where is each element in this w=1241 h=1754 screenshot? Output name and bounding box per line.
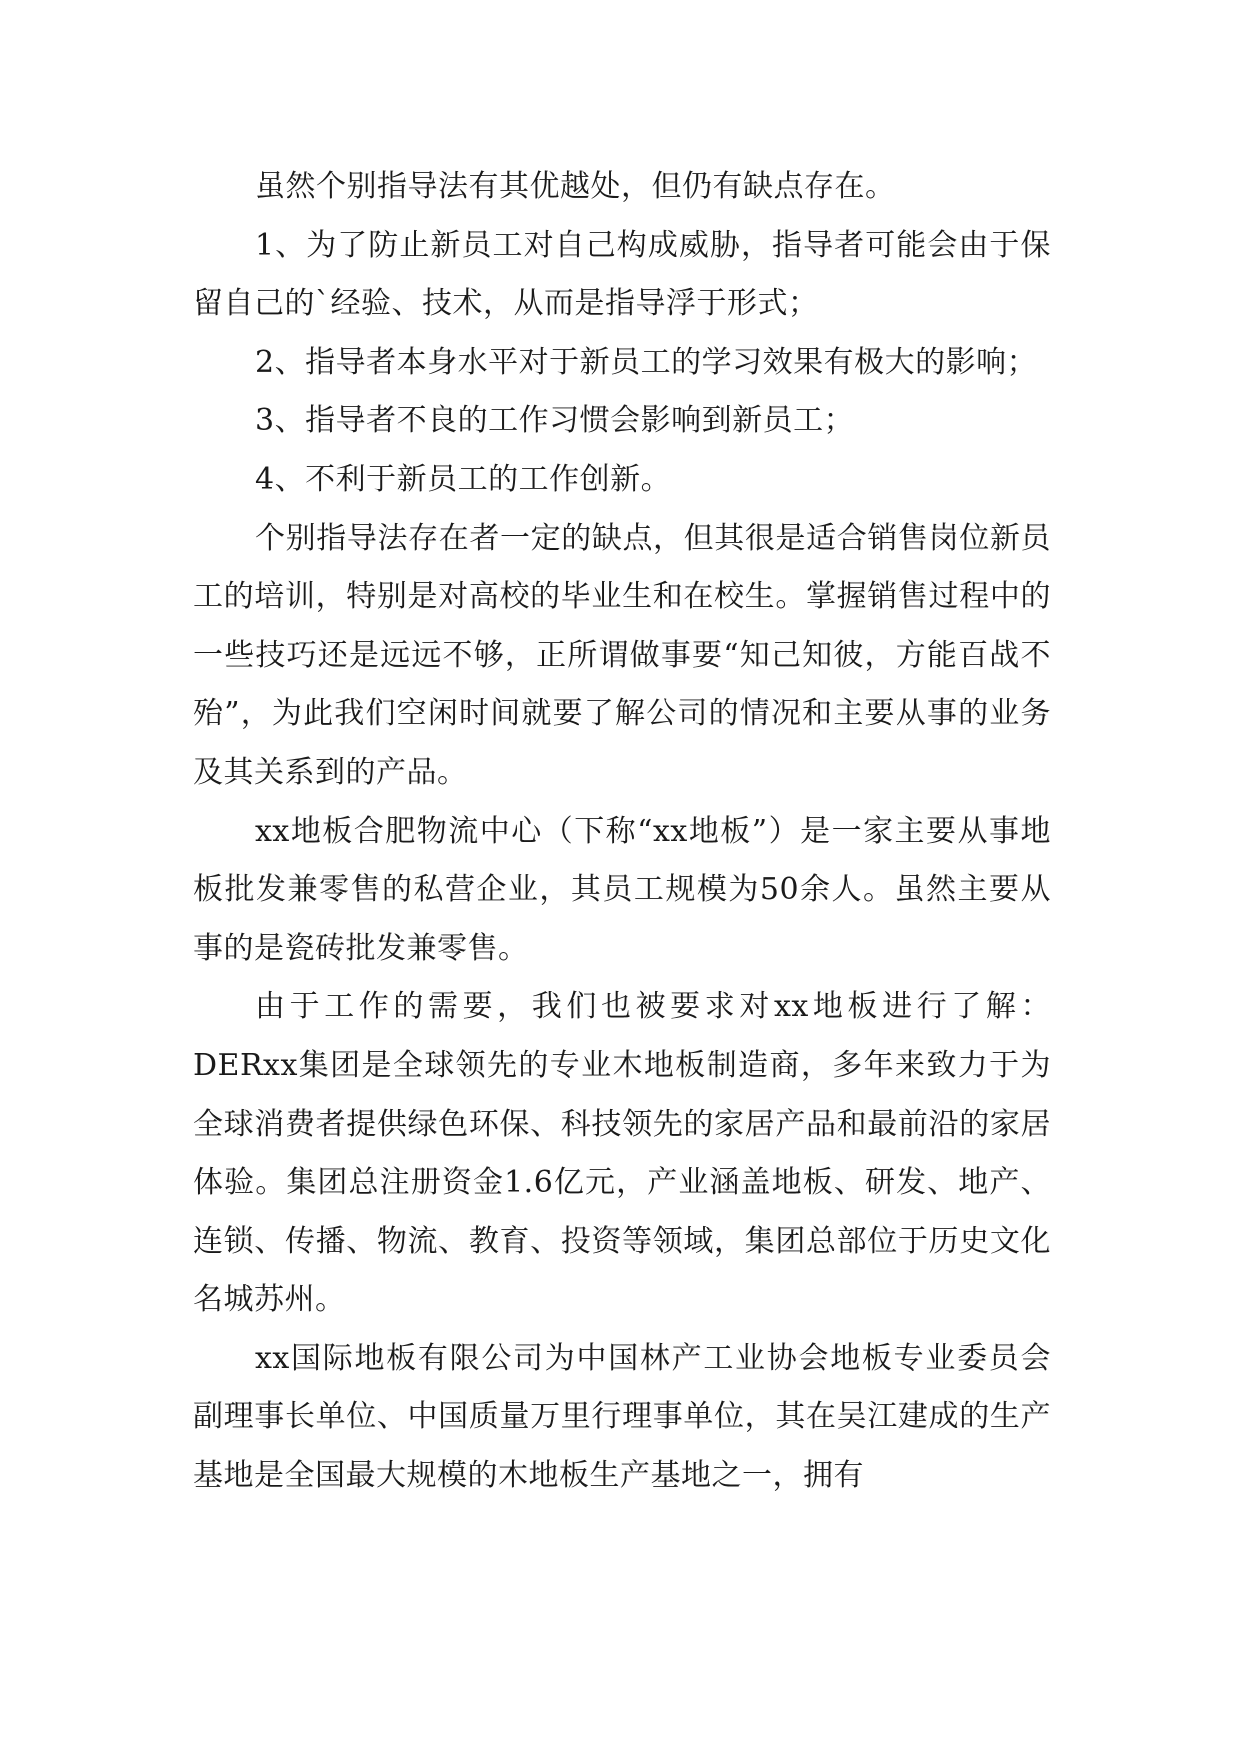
paragraph: 由于工作的需要，我们也被要求对xx地板进行了解：DERxx集团是全球领先的专业木地板制造商，多年来致力于为全球消费者提供绿色环保、科技领先的家居产品和最前沿的家居体验。集团总注册资金1.6亿元，产业涵盖地板、研发、地产、连锁、传播、物流、教育、投资等领域，集团总部位于历史文化名城苏州。	[193, 989, 1051, 1318]
document-body	[193, 158, 1051, 1506]
paragraph: xx地板合肥物流中心（下称“xx地板”）是一家主要从事地板批发兼零售的私营企业，其员工规模为50余人。虽然主要从事的是瓷砖批发兼零售。	[193, 813, 1051, 966]
paragraph: 虽然个别指导法有其优越处，但仍有缺点存在。	[255, 169, 896, 204]
paragraph: 3、指导者不良的工作习惯会影响到新员工；	[255, 403, 855, 439]
paragraph: 1、为了防止新员工对自己构成威胁，指导者可能会由于保留自己的`经验、技术，从而是指导浮于形式；	[193, 227, 1051, 322]
paragraph: xx国际地板有限公司为中国林产工业协会地板专业委员会副理事长单位、中国质量万里行理事单位，其在吴江建成的生产基地是全国最大规模的木地板生产基地之一，拥有	[193, 1340, 1051, 1494]
paragraph: 4、不利于新员工的工作创新。	[255, 461, 672, 497]
paragraph: 2、指导者本身水平对于新员工的学习效果有极大的影响；	[255, 344, 1038, 380]
paragraph: 个别指导法存在者一定的缺点，但其很是适合销售岗位新员工的培训，特别是对高校的毕业生和在校生。掌握销售过程中的一些技巧还是远远不够，正所谓做事要“知己知彼，方能百战不殆”，为此我们空闲时间就要了解公司的情况和主要从事的业务及其关系到的产品。	[193, 520, 1051, 790]
